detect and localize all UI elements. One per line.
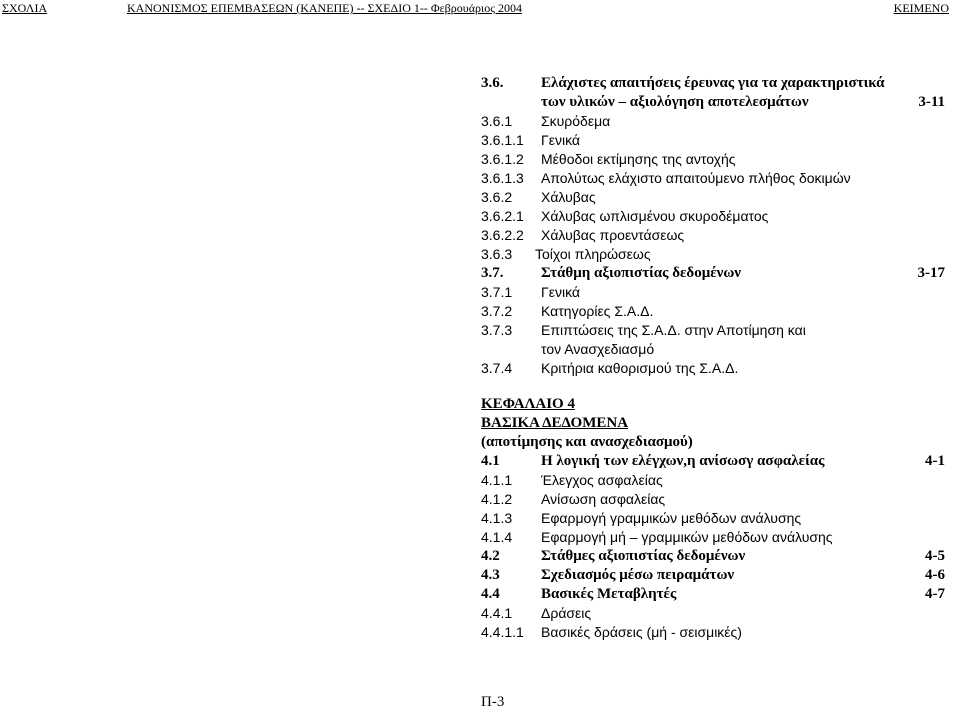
toc-entry-number: 3.6.1.1 [481, 132, 524, 148]
toc-entry-title: Στάθμη αξιοπιστίας δεδομένων [541, 265, 741, 281]
page-number: Π-3 [481, 694, 505, 710]
toc-entry-number: 3.7.1 [481, 284, 513, 300]
toc-entry-title: Απολύτως ελάχιστο απαιτούμενο πλήθος δοκιμών [541, 170, 851, 186]
toc-entry-page: 4-7 [925, 586, 945, 602]
toc-entry-number: 3.6.1.3 [481, 170, 524, 186]
toc-entry-title: Η λογική των ελέγχων,η ανίσωσγ ασφαλείας [541, 453, 825, 469]
toc-entry-number: 3.6.2.2 [481, 227, 524, 243]
toc-entry-number: 3.7. [481, 265, 504, 281]
toc-entry-page: 3-17 [917, 265, 945, 281]
toc-entry-title: Σκυρόδεμα [541, 113, 611, 129]
toc-entry-title: Επιπτώσεις της Σ.Α.Δ. στην Αποτίμηση και [541, 322, 806, 338]
toc-entry-page: 4-5 [925, 548, 945, 564]
toc-entry-number: 3.6.1.2 [481, 151, 524, 167]
toc-entry-number: 4.4.1.1 [481, 624, 524, 640]
toc-entry-title: Βασικές Μεταβλητές [541, 586, 677, 602]
toc-entry-number: 3.6.1 [481, 113, 513, 129]
toc-entry-title: Χάλυβας προεντάσεως [541, 227, 685, 243]
toc-entry-title: Ανίσωση ασφαλείας [541, 491, 666, 507]
toc-entry-title: Χάλυβας ωπλισμένου σκυροδέματος [541, 208, 769, 224]
toc-entry-number: 4.3 [481, 567, 500, 583]
toc-entry-page: 4-1 [925, 453, 945, 469]
header-center: ΚΑΝΟΝΙΣΜΟΣ ΕΠΕΜΒΑΣΕΩΝ (ΚΑΝΕΠΕ) -- ΣΧΕΔΙΟ 1-- Φεβρουάριος 2004 [127, 1, 522, 15]
toc-entry-title: Εφαρμογή γραμμικών μεθόδων ανάλυσης [541, 510, 802, 526]
header-left: ΣΧΟΛΙΑ [2, 1, 48, 15]
toc-entry-number: 4.4.1 [481, 605, 513, 621]
toc-entry-number: 4.1.1 [481, 472, 513, 488]
toc-entry-number: 3.7.2 [481, 303, 513, 319]
toc-entry-title: Κριτήρια καθορισμού της Σ.Α.Δ. [541, 360, 739, 376]
toc-entry-number: 4.2 [481, 548, 500, 564]
toc-entry-title: Σχεδιασμός μέσω πειραμάτων [541, 567, 735, 583]
toc-entry-title: Βασικές δράσεις (μή - σεισμικές) [541, 624, 742, 640]
toc-entry-title: Δράσεις [541, 605, 592, 621]
toc-entry-number: 4.4 [481, 586, 500, 602]
toc-entry-number: 3.6.2.1 [481, 208, 524, 224]
toc-entry-title: Στάθμες αξιοπιστίας δεδομένων [541, 548, 746, 564]
running-header [0, 0, 959, 16]
header-right: ΚΕΙΜΕΝΟ [893, 1, 949, 15]
toc-entry-title: Γενικά [541, 284, 580, 300]
toc-entry-number: 3.6.2 [481, 189, 513, 205]
toc-entry-title: Μέθοδοι εκτίμησης της αντοχής [541, 151, 736, 167]
toc-entry-title: Εφαρμογή μή – γραμμικών μεθόδων ανάλυσης [541, 529, 833, 545]
toc-entry-title: τον Ανασχεδιασμό [541, 341, 655, 357]
chapter-title: ΒΑΣΙΚΑ ΔΕΔΟΜΕΝΑ [481, 415, 629, 431]
toc-entry-page: 3-11 [918, 94, 945, 110]
toc-entry-title: Ελάχιστες απαιτήσεις έρευνας για τα χαρακτηριστικά [541, 75, 885, 91]
toc-entry-number: 3.7.4 [481, 360, 513, 376]
toc-entry-number: 3.6.3 [481, 246, 513, 262]
toc-entry-title: Γενικά [541, 132, 580, 148]
toc-entry-number: 4.1.2 [481, 491, 513, 507]
toc-entry-number: 4.1 [481, 453, 500, 469]
toc-entry-title: Τοίχοι πληρώσεως [535, 246, 651, 262]
toc-entry-number: 4.1.4 [481, 529, 513, 545]
toc-entry-number: 3.6. [481, 75, 504, 91]
toc-entry-number: 4.1.3 [481, 510, 513, 526]
toc-entry-title: Έλεγχος ασφαλείας [541, 472, 663, 488]
toc-entry-number: 3.7.3 [481, 322, 513, 338]
toc-entry-title: Κατηγορίες Σ.Α.Δ. [541, 303, 654, 319]
toc-entry-title: Χάλυβας [541, 189, 596, 205]
toc-entry-page: 4-6 [925, 567, 945, 583]
chapter-label: ΚΕΦΑΛΑΙΟ 4 [481, 396, 575, 412]
toc-entry-title: των υλικών – αξιολόγηση αποτελεσμάτων [541, 94, 809, 110]
chapter-subtitle: (αποτίμησης και ανασχεδιασμού) [481, 434, 693, 450]
